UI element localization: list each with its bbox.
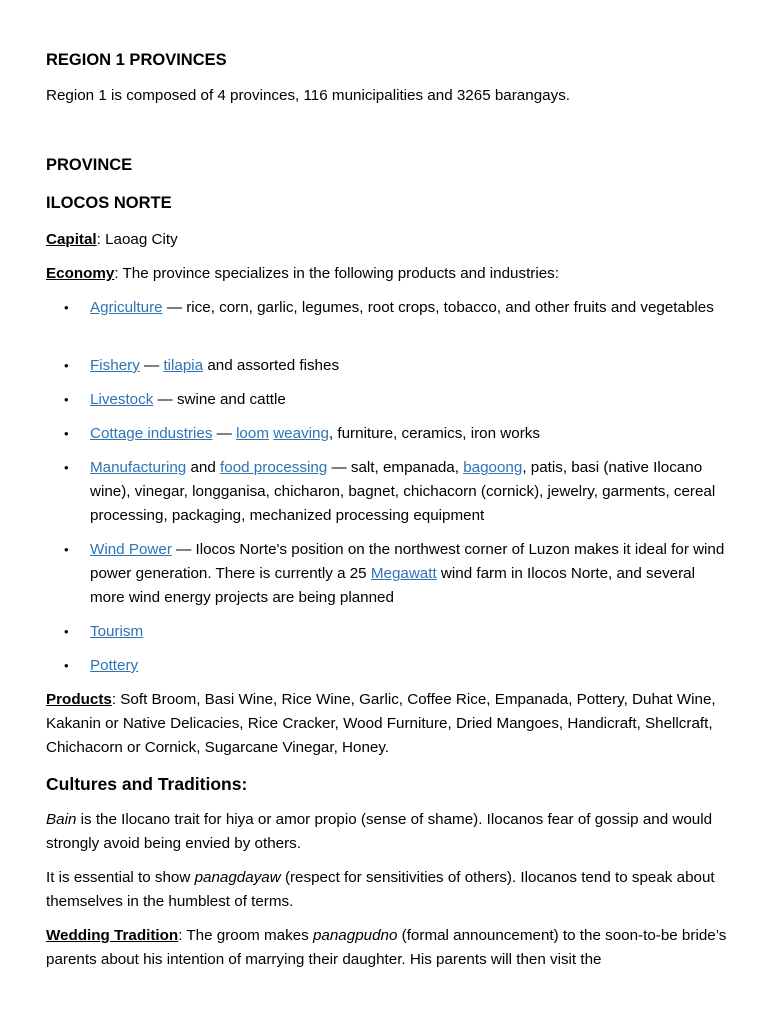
bain-text: is the Ilocano trait for hiya or amor propio (sense of shame). Ilocanos fear of gossip and would strongly avoid being envied by others. (46, 811, 713, 852)
agriculture-text: — rice, corn, garlic, legumes, root crops, tobacco, and other fruits and vegetables (162, 299, 714, 316)
economy-list-cottage (46, 422, 732, 446)
panagdayaw-term: panagdayaw (194, 869, 281, 886)
fishery-text: and assorted fishes (203, 357, 340, 374)
manufacturing-sep: and (186, 459, 221, 476)
wedding-pre: : The groom makes (178, 927, 313, 944)
capital-line (46, 228, 732, 252)
economy-list (46, 296, 732, 320)
manufacturing-link[interactable]: Manufacturing (90, 459, 187, 476)
list-item-cottage (46, 422, 732, 446)
region-title: REGION 1 PROVINCES (46, 51, 227, 69)
list-item-wind-power (46, 538, 732, 610)
list-item-livestock (46, 388, 732, 412)
panagpudno-term: panagpudno (312, 927, 398, 944)
economy-list-pottery (46, 654, 732, 678)
wedding-label: Wedding Tradition (46, 927, 179, 944)
panagdayaw-pre: It is essential to show (46, 869, 195, 886)
bagoong-link[interactable]: bagoong (463, 459, 523, 476)
wedding-paragraph (46, 924, 732, 972)
panagdayaw-text: (respect for sensitivities of others). Ilocanos tend to speak about themselves in the humblest of terms. (46, 869, 715, 910)
bain-term: Bain (46, 811, 77, 828)
cultures-title: Cultures and Traditions: (46, 774, 248, 794)
manufacturing-sep2: — salt, empanada, (327, 459, 464, 476)
list-item-pottery (46, 654, 732, 678)
bain-paragraph (46, 808, 732, 856)
wind-text2: wind farm in Ilocos Norte, and several more wind energy projects are being planned (90, 565, 696, 606)
livestock-text: — swine and cattle (153, 391, 286, 408)
pottery-link[interactable]: Pottery (90, 657, 139, 674)
cottage-sep: — (212, 425, 237, 442)
wind-text: — Ilocos Norte's position on the northwest corner of Luzon makes it ideal for wind power generation. There is currently a 25 (90, 541, 725, 582)
list-item-manufacturing (46, 456, 732, 528)
agriculture-link[interactable]: Agriculture (90, 299, 163, 316)
list-item-fishery (46, 354, 732, 378)
fishery-sep: — (139, 357, 164, 374)
products-paragraph (46, 688, 732, 760)
fishery-link[interactable]: Fishery (90, 357, 140, 374)
wedding-text: (formal announcement) to the soon-to-be bride’s parents about his intention of marrying their daughter. His parents will then visit the (46, 927, 727, 968)
economy-list-fishery (46, 354, 732, 378)
economy-label: Economy (46, 265, 115, 282)
economy-list-livestock (46, 388, 732, 412)
province-name: ILOCOS NORTE (46, 194, 172, 212)
wind-power-link[interactable]: Wind Power (90, 541, 172, 558)
livestock-link[interactable]: Livestock (90, 391, 154, 408)
products-text: : Soft Broom, Basi Wine, Rice Wine, Garlic, Coffee Rice, Empanada, Pottery, Duhat Wine, Kakanin or Native Delicacies, Rice Cracker, Wood Furniture, Dried Mangoes, Handicraft, Shellcraft, Chichacorn or Cornick, Sugarcane Vinegar, Honey. (46, 691, 716, 756)
intro-paragraph: Region 1 is composed of 4 provinces, 116 municipalities and 3265 barangays. (46, 87, 571, 104)
megawatt-link[interactable]: Megawatt (370, 565, 437, 582)
food-processing-link[interactable]: food processing (220, 459, 328, 476)
economy-list-manufacturing (46, 456, 732, 528)
products-label: Products (46, 691, 112, 708)
economy-line (46, 262, 732, 286)
cottage-industries-link[interactable]: Cottage industries (90, 425, 213, 442)
tourism-link[interactable]: Tourism (90, 623, 144, 640)
economy-list-tourism (46, 620, 732, 644)
section-title: PROVINCE (46, 156, 133, 174)
list-item-agriculture (46, 296, 732, 320)
weaving-link[interactable]: weaving (273, 425, 329, 442)
capital-value: : Laoag City (96, 231, 178, 248)
tilapia-link[interactable]: tilapia (163, 357, 204, 374)
economy-list-wind (46, 538, 732, 610)
loom-link[interactable]: loom (236, 425, 269, 442)
cottage-text: , furniture, ceramics, iron works (328, 425, 540, 442)
capital-label: Capital (46, 231, 97, 248)
list-item-tourism (46, 620, 732, 644)
manufacturing-text: , patis, basi (native Ilocano wine), vinegar, longganisa, chicharon, bagnet, chichacorn (cornick), jewelry, garments, cereal processing, packaging, mechanized processing equipment (90, 459, 716, 524)
economy-text: : The province specializes in the following products and industries: (114, 265, 559, 282)
panagdayaw-paragraph (46, 866, 732, 914)
